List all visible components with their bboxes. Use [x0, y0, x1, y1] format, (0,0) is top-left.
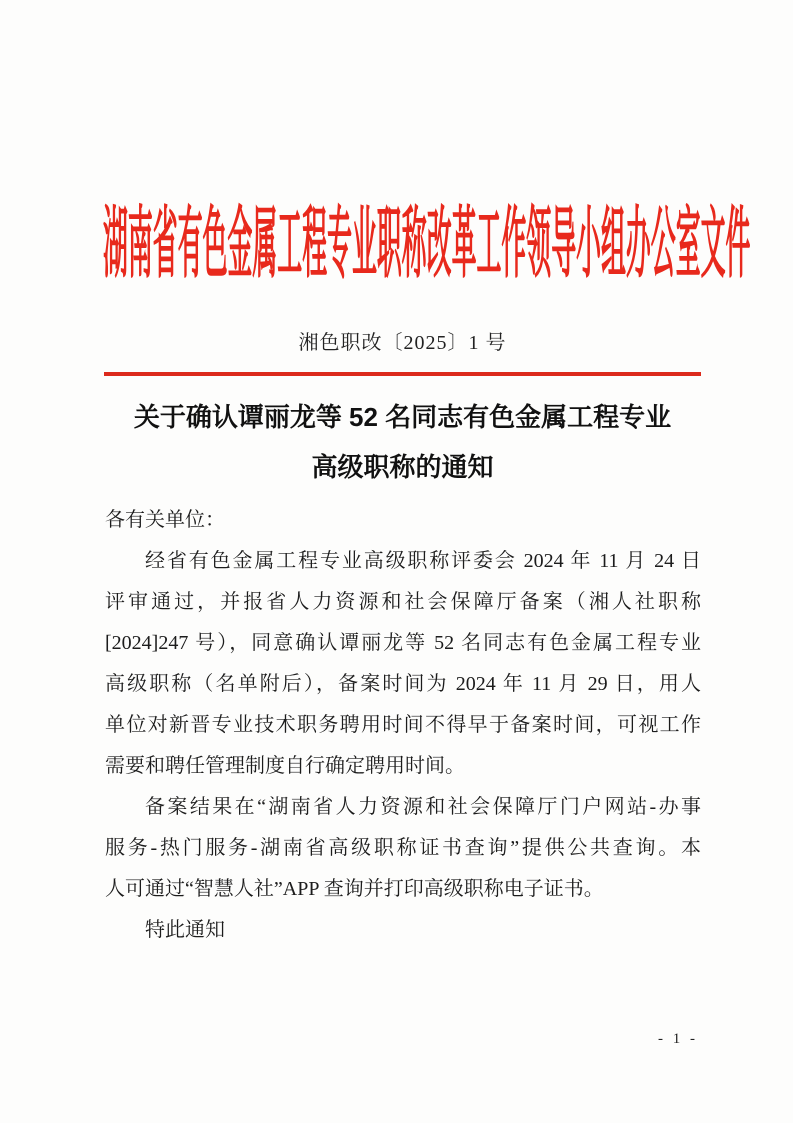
notice-title-line2: 高级职称的通知	[311, 452, 494, 482]
org-title-banner: 湖南省有色金属工程专业职称改革工作领导小组办公室文件	[103, 201, 751, 287]
body-line: 需要和聘任管理制度自行确定聘用时间。	[105, 755, 465, 777]
body-line: 人可通过“智慧人社”APP 查询并打印高级职称电子证书。	[105, 878, 604, 900]
doc-number: 湘色职改〔2025〕1 号	[298, 332, 507, 354]
body-line: 备案结果在“湖南省人力资源和社会保障厅门户网站-办事	[145, 796, 701, 818]
body-line: 经省有色金属工程专业高级职称评委会 2024 年 11 月 24 日	[145, 550, 701, 572]
salutation: 各有关单位：	[105, 509, 225, 531]
body-line: [2024]247 号），同意确认谭丽龙等 52 名同志有色金属工程专业	[105, 632, 701, 654]
body-line: 评审通过，并报省人力资源和社会保障厅备案（湘人社职称	[105, 591, 701, 613]
notice-title-line1: 关于确认谭丽龙等 52 名同志有色金属工程专业	[133, 402, 672, 432]
body-line: 高级职称（名单附后），备案时间为 2024 年 11 月 29 日，用人	[105, 673, 701, 695]
page-number: - 1 -	[658, 1031, 698, 1047]
body-line: 单位对新晋专业技术职务聘用时间不得早于备案时间，可视工作	[105, 714, 701, 736]
closing-line: 特此通知	[145, 919, 225, 941]
body-line: 服务-热门服务-湖南省高级职称证书查询”提供公共查询。本	[105, 837, 701, 859]
notice-title	[85, 392, 720, 492]
body-text	[105, 500, 701, 951]
red-divider-line	[104, 372, 701, 376]
